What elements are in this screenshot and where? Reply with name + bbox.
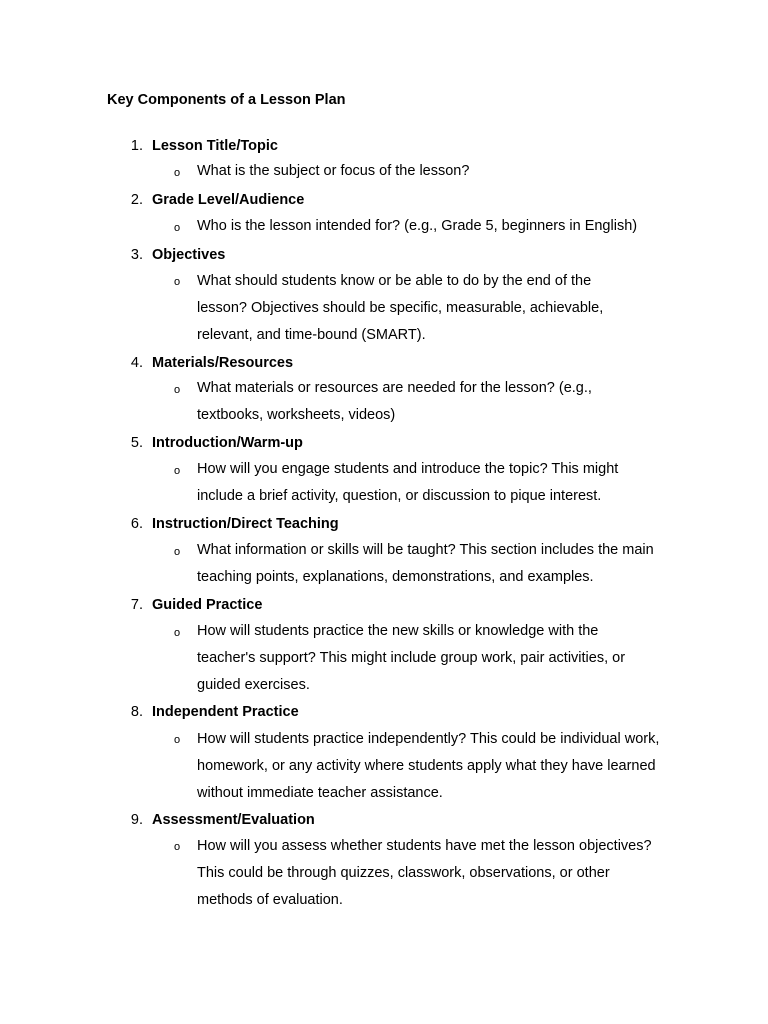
item-description: How will you engage students and introduce the topic? This might include a brief activity, question, or discussion to pique interest.	[197, 461, 619, 504]
bullet-icon: o	[174, 222, 181, 234]
item-number: 9.	[130, 812, 143, 828]
item-title: Introduction/Warm-up	[152, 435, 303, 451]
item-number: 4.	[130, 355, 143, 371]
item-description: Who is the lesson intended for? (e.g., Grade 5, beginners in English)	[197, 218, 638, 234]
bullet-icon: o	[174, 465, 181, 477]
bullet-icon: o	[174, 546, 181, 558]
bullet-icon: o	[174, 167, 181, 179]
item-title: Objectives	[152, 247, 226, 263]
item-description: How will students practice independently? This could be individual work, homework, or any activity where students apply what they have learned without immediate teacher assistance.	[197, 731, 660, 801]
item-number: 2.	[130, 192, 143, 208]
bullet-icon: o	[174, 384, 181, 396]
bullet-icon: o	[174, 276, 181, 288]
bullet-icon: o	[174, 734, 181, 746]
item-number: 1.	[130, 138, 143, 154]
item-title: Lesson Title/Topic	[152, 138, 278, 154]
item-description: How will you assess whether students have met the lesson objectives? This could be through quizzes, classwork, observations, or other methods of evaluation.	[197, 838, 652, 908]
item-number: 5.	[130, 435, 143, 451]
bullet-icon: o	[174, 841, 181, 853]
item-description: How will students practice the new skills or knowledge with the teacher's support? This might include group work, pair activities, or guided exercises.	[197, 623, 626, 693]
item-title: Guided Practice	[152, 597, 263, 613]
bullet-icon: o	[174, 627, 181, 639]
item-number: 8.	[130, 704, 143, 720]
item-number: 7.	[130, 597, 143, 613]
item-description: What materials or resources are needed for the lesson? (e.g., textbooks, worksheets, videos)	[197, 380, 592, 423]
item-title: Grade Level/Audience	[152, 192, 305, 208]
item-title: Assessment/Evaluation	[152, 812, 315, 828]
item-title: Materials/Resources	[152, 355, 294, 371]
item-description: What information or skills will be taught? This section includes the main teaching points, explanations, demonstrations, and examples.	[197, 542, 654, 585]
item-title: Independent Practice	[152, 704, 299, 720]
document-title: Key Components of a Lesson Plan	[107, 92, 346, 108]
item-title: Instruction/Direct Teaching	[152, 516, 339, 532]
item-number: 3.	[130, 247, 143, 263]
item-number: 6.	[130, 516, 143, 532]
item-description: What is the subject or focus of the lesson?	[197, 163, 470, 179]
item-description: What should students know or be able to do by the end of the lesson? Objectives should be specific, measurable, achievable, relevant, and time-bound (SMART).	[197, 273, 604, 343]
